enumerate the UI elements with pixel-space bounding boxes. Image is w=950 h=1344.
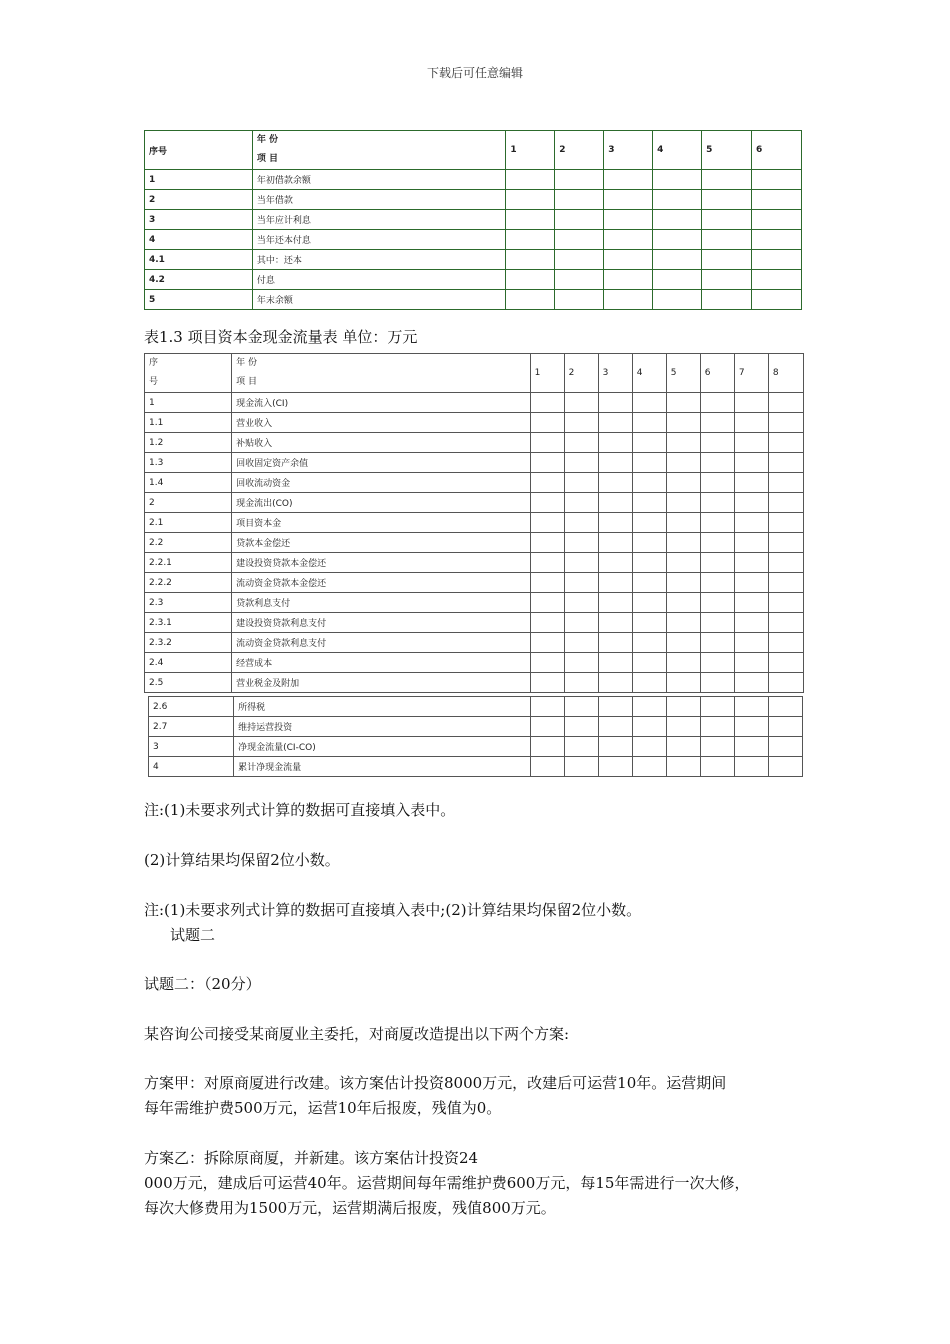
row-no: 2.3 bbox=[145, 593, 232, 613]
empty-cell bbox=[530, 717, 564, 737]
row-item: 其中：还本 bbox=[252, 250, 506, 270]
table-row bbox=[149, 737, 803, 757]
row-item: 流动资金贷款利息支付 bbox=[232, 633, 530, 653]
empty-cell bbox=[734, 613, 768, 633]
empty-cell bbox=[530, 493, 564, 513]
row-no: 2 bbox=[145, 190, 253, 210]
empty-cell bbox=[700, 473, 734, 493]
empty-cell bbox=[734, 633, 768, 653]
option-b-line1: 方案乙：拆除原商厦，并新建。该方案估计投资24 bbox=[144, 1149, 479, 1167]
year-cell: 1 bbox=[506, 131, 555, 170]
empty-cell bbox=[530, 757, 564, 777]
empty-cell bbox=[768, 473, 803, 493]
empty-cell bbox=[632, 757, 666, 777]
header-item: 项 目 bbox=[256, 154, 278, 164]
table-row bbox=[145, 573, 804, 593]
year-cell: 2 bbox=[564, 354, 598, 393]
empty-cell bbox=[632, 473, 666, 493]
year-cell: 5 bbox=[666, 354, 700, 393]
year-cell: 5 bbox=[702, 131, 752, 170]
empty-cell bbox=[530, 393, 564, 413]
empty-cell bbox=[598, 533, 632, 553]
row-item: 累计净现金流量 bbox=[234, 757, 530, 777]
row-item: 现金流入(CI) bbox=[232, 393, 530, 413]
table-row bbox=[145, 250, 802, 270]
empty-cell bbox=[768, 653, 803, 673]
empty-cell bbox=[700, 493, 734, 513]
row-no: 4.1 bbox=[145, 250, 253, 270]
note-2: (2)计算结果均保留2位小数。 bbox=[144, 851, 340, 869]
header-seq: 序号 bbox=[145, 131, 253, 170]
header-year-item bbox=[232, 354, 530, 393]
empty-cell bbox=[632, 573, 666, 593]
question-label: 试题二 bbox=[170, 926, 216, 944]
empty-cell bbox=[666, 413, 700, 433]
table-row bbox=[145, 553, 804, 573]
empty-cell bbox=[734, 513, 768, 533]
row-no: 2.2.1 bbox=[145, 553, 232, 573]
year-cell: 8 bbox=[768, 354, 803, 393]
empty-cell bbox=[734, 453, 768, 473]
row-item: 流动资金贷款本金偿还 bbox=[232, 573, 530, 593]
empty-cell bbox=[564, 633, 598, 653]
empty-cell bbox=[564, 433, 598, 453]
row-item: 补贴收入 bbox=[232, 433, 530, 453]
year-cell: 1 bbox=[530, 354, 564, 393]
empty-cell bbox=[768, 513, 803, 533]
empty-cell bbox=[598, 653, 632, 673]
empty-cell bbox=[768, 433, 803, 453]
year-cell: 6 bbox=[751, 131, 801, 170]
table-row bbox=[145, 673, 804, 693]
row-no: 1 bbox=[145, 170, 253, 190]
row-item: 回收固定资产余值 bbox=[232, 453, 530, 473]
table-caption: 表1.3 项目资本金现金流量表 单位：万元 bbox=[144, 328, 418, 346]
empty-cell bbox=[768, 697, 802, 717]
empty-cell bbox=[564, 473, 598, 493]
empty-cell bbox=[666, 513, 700, 533]
empty-cell bbox=[598, 593, 632, 613]
row-item: 回收流动资金 bbox=[232, 473, 530, 493]
table-row bbox=[145, 633, 804, 653]
empty-cell bbox=[530, 697, 564, 717]
empty-cell bbox=[768, 533, 803, 553]
empty-cell bbox=[666, 717, 700, 737]
empty-cell bbox=[734, 653, 768, 673]
empty-cell bbox=[632, 453, 666, 473]
empty-cell bbox=[666, 533, 700, 553]
empty-cell bbox=[530, 633, 564, 653]
empty-cell bbox=[700, 673, 734, 693]
empty-cell bbox=[700, 717, 734, 737]
table-row bbox=[145, 393, 804, 413]
empty-cell bbox=[632, 737, 666, 757]
empty-cell bbox=[666, 453, 700, 473]
year-cell: 4 bbox=[653, 131, 702, 170]
row-no: 2.3.2 bbox=[145, 633, 232, 653]
empty-cell bbox=[632, 513, 666, 533]
empty-cell bbox=[734, 413, 768, 433]
empty-cell bbox=[666, 573, 700, 593]
empty-cell bbox=[666, 673, 700, 693]
empty-cell bbox=[598, 493, 632, 513]
empty-cell bbox=[598, 633, 632, 653]
empty-cell bbox=[564, 573, 598, 593]
empty-cell bbox=[564, 653, 598, 673]
table-row bbox=[145, 533, 804, 553]
row-no: 1.3 bbox=[145, 453, 232, 473]
table-row bbox=[145, 413, 804, 433]
empty-cell bbox=[700, 757, 734, 777]
empty-cell bbox=[768, 493, 803, 513]
empty-cell bbox=[666, 473, 700, 493]
row-no: 4 bbox=[149, 757, 234, 777]
row-no: 2.3.1 bbox=[145, 613, 232, 633]
table-row bbox=[145, 290, 802, 310]
loan-repayment-table bbox=[144, 130, 802, 310]
empty-cell bbox=[666, 737, 700, 757]
table-row bbox=[145, 230, 802, 250]
year-cell: 2 bbox=[555, 131, 604, 170]
empty-cell bbox=[700, 413, 734, 433]
empty-cell bbox=[734, 673, 768, 693]
empty-cell bbox=[632, 717, 666, 737]
empty-cell bbox=[598, 473, 632, 493]
empty-cell bbox=[768, 413, 803, 433]
header-seq-b: 号 bbox=[149, 377, 159, 387]
empty-cell bbox=[530, 533, 564, 553]
header-seq bbox=[145, 354, 232, 393]
table-row bbox=[145, 453, 804, 473]
row-item: 净现金流量(CI-CO) bbox=[234, 737, 530, 757]
year-cell: 3 bbox=[598, 354, 632, 393]
row-item: 建设投资贷款本金偿还 bbox=[232, 553, 530, 573]
empty-cell bbox=[734, 493, 768, 513]
empty-cell bbox=[530, 573, 564, 593]
table-row bbox=[149, 717, 803, 737]
empty-cell bbox=[632, 673, 666, 693]
option-a-line1: 方案甲：对原商厦进行改建。该方案估计投资8000万元，改建后可运营10年。运营期间 bbox=[144, 1074, 727, 1092]
empty-cell bbox=[530, 737, 564, 757]
table-row bbox=[149, 697, 803, 717]
empty-cell bbox=[734, 553, 768, 573]
empty-cell bbox=[768, 717, 802, 737]
empty-cell bbox=[598, 613, 632, 633]
empty-cell bbox=[530, 653, 564, 673]
row-item: 付息 bbox=[252, 270, 506, 290]
year-cell: 3 bbox=[604, 131, 653, 170]
empty-cell bbox=[530, 513, 564, 533]
note-1: 注:(1)未要求列式计算的数据可直接填入表中。 bbox=[144, 801, 456, 819]
row-item: 当年应计利息 bbox=[252, 210, 506, 230]
question-title: 试题二：（20分） bbox=[144, 975, 261, 993]
header-year: 年 份 bbox=[236, 358, 257, 368]
empty-cell bbox=[700, 737, 734, 757]
row-item: 当年借款 bbox=[252, 190, 506, 210]
empty-cell bbox=[700, 393, 734, 413]
table-row bbox=[145, 270, 802, 290]
empty-cell bbox=[564, 533, 598, 553]
empty-cell bbox=[632, 533, 666, 553]
table-row bbox=[149, 757, 803, 777]
empty-cell bbox=[530, 593, 564, 613]
row-no: 2.1 bbox=[145, 513, 232, 533]
empty-cell bbox=[530, 673, 564, 693]
empty-cell bbox=[768, 453, 803, 473]
empty-cell bbox=[632, 393, 666, 413]
empty-cell bbox=[700, 633, 734, 653]
empty-cell bbox=[598, 513, 632, 533]
empty-cell bbox=[666, 593, 700, 613]
table-row bbox=[145, 653, 804, 673]
empty-cell bbox=[700, 453, 734, 473]
empty-cell bbox=[768, 593, 803, 613]
empty-cell bbox=[666, 653, 700, 673]
empty-cell bbox=[598, 717, 632, 737]
option-a-line2: 每年需维护费500万元，运营10年后报废，残值为0。 bbox=[144, 1099, 502, 1117]
empty-cell bbox=[564, 717, 598, 737]
row-item: 维持运营投资 bbox=[234, 717, 530, 737]
row-item: 贷款本金偿还 bbox=[232, 533, 530, 553]
page-header: 下载后可任意编辑 bbox=[426, 66, 523, 80]
empty-cell bbox=[734, 433, 768, 453]
row-no: 1.4 bbox=[145, 473, 232, 493]
empty-cell bbox=[700, 513, 734, 533]
empty-cell bbox=[564, 513, 598, 533]
empty-cell bbox=[632, 553, 666, 573]
empty-cell bbox=[530, 413, 564, 433]
empty-cell bbox=[564, 553, 598, 573]
empty-cell bbox=[598, 433, 632, 453]
table-header-row bbox=[145, 354, 804, 393]
empty-cell bbox=[734, 737, 768, 757]
table-header-row bbox=[145, 131, 802, 170]
empty-cell bbox=[530, 473, 564, 493]
empty-cell bbox=[700, 697, 734, 717]
row-no: 3 bbox=[149, 737, 234, 757]
empty-cell bbox=[564, 613, 598, 633]
row-item: 营业收入 bbox=[232, 413, 530, 433]
row-item: 年末余额 bbox=[252, 290, 506, 310]
row-no: 1.1 bbox=[145, 413, 232, 433]
empty-cell bbox=[734, 593, 768, 613]
row-no: 5 bbox=[145, 290, 253, 310]
year-cell: 7 bbox=[734, 354, 768, 393]
row-item: 所得税 bbox=[234, 697, 530, 717]
empty-cell bbox=[632, 413, 666, 433]
question-intro: 某咨询公司接受某商厦业主委托，对商厦改造提出以下两个方案: bbox=[144, 1025, 570, 1043]
table-row bbox=[145, 593, 804, 613]
empty-cell bbox=[700, 593, 734, 613]
row-no: 1.2 bbox=[145, 433, 232, 453]
empty-cell bbox=[564, 413, 598, 433]
empty-cell bbox=[768, 553, 803, 573]
option-b-line3: 每次大修费用为1500万元，运营期满后报废，残值800万元。 bbox=[144, 1199, 556, 1217]
empty-cell bbox=[598, 553, 632, 573]
empty-cell bbox=[734, 573, 768, 593]
year-cell: 4 bbox=[632, 354, 666, 393]
row-item: 现金流出(CO) bbox=[232, 493, 530, 513]
row-item: 项目资本金 bbox=[232, 513, 530, 533]
empty-cell bbox=[768, 633, 803, 653]
table-row bbox=[145, 473, 804, 493]
cash-flow-table-continued bbox=[148, 696, 803, 777]
row-no: 4 bbox=[145, 230, 253, 250]
empty-cell bbox=[564, 757, 598, 777]
empty-cell bbox=[632, 653, 666, 673]
row-item: 当年还本付息 bbox=[252, 230, 506, 250]
empty-cell bbox=[598, 413, 632, 433]
empty-cell bbox=[700, 433, 734, 453]
empty-cell bbox=[530, 553, 564, 573]
header-year: 年 份 bbox=[256, 135, 278, 145]
empty-cell bbox=[666, 633, 700, 653]
empty-cell bbox=[632, 433, 666, 453]
empty-cell bbox=[734, 757, 768, 777]
empty-cell bbox=[564, 697, 598, 717]
empty-cell bbox=[700, 553, 734, 573]
row-no: 3 bbox=[145, 210, 253, 230]
empty-cell bbox=[700, 653, 734, 673]
empty-cell bbox=[666, 393, 700, 413]
empty-cell bbox=[632, 613, 666, 633]
empty-cell bbox=[530, 453, 564, 473]
empty-cell bbox=[564, 453, 598, 473]
empty-cell bbox=[666, 433, 700, 453]
table-row bbox=[145, 613, 804, 633]
table-row bbox=[145, 513, 804, 533]
empty-cell bbox=[734, 473, 768, 493]
empty-cell bbox=[700, 533, 734, 553]
row-no: 1 bbox=[145, 393, 232, 413]
empty-cell bbox=[666, 613, 700, 633]
header-item: 项 目 bbox=[236, 377, 257, 387]
empty-cell bbox=[768, 673, 803, 693]
option-b-line2: 000万元，建成后可运营40年。运营期间每年需维护费600万元，每15年需进行一次大修， bbox=[144, 1174, 750, 1192]
empty-cell bbox=[564, 593, 598, 613]
table-row bbox=[145, 493, 804, 513]
empty-cell bbox=[768, 613, 803, 633]
empty-cell bbox=[632, 593, 666, 613]
empty-cell bbox=[768, 737, 802, 757]
empty-cell bbox=[632, 493, 666, 513]
empty-cell bbox=[598, 737, 632, 757]
empty-cell bbox=[564, 737, 598, 757]
empty-cell bbox=[768, 757, 802, 777]
header-year-item bbox=[252, 131, 506, 170]
empty-cell bbox=[768, 573, 803, 593]
row-no: 4.2 bbox=[145, 270, 253, 290]
empty-cell bbox=[700, 613, 734, 633]
year-cell: 6 bbox=[700, 354, 734, 393]
row-no: 2.6 bbox=[149, 697, 234, 717]
empty-cell bbox=[564, 393, 598, 413]
table-row bbox=[145, 210, 802, 230]
empty-cell bbox=[530, 433, 564, 453]
empty-cell bbox=[734, 697, 768, 717]
empty-cell bbox=[632, 633, 666, 653]
empty-cell bbox=[700, 573, 734, 593]
row-item: 建设投资贷款利息支付 bbox=[232, 613, 530, 633]
row-item: 贷款利息支付 bbox=[232, 593, 530, 613]
row-item: 年初借款余额 bbox=[252, 170, 506, 190]
empty-cell bbox=[598, 697, 632, 717]
empty-cell bbox=[598, 573, 632, 593]
empty-cell bbox=[598, 673, 632, 693]
empty-cell bbox=[666, 493, 700, 513]
row-item: 营业税金及附加 bbox=[232, 673, 530, 693]
row-no: 2.4 bbox=[145, 653, 232, 673]
empty-cell bbox=[598, 393, 632, 413]
row-no: 2.7 bbox=[149, 717, 234, 737]
empty-cell bbox=[598, 757, 632, 777]
empty-cell bbox=[734, 533, 768, 553]
empty-cell bbox=[734, 717, 768, 737]
empty-cell bbox=[666, 757, 700, 777]
empty-cell bbox=[666, 697, 700, 717]
table-row bbox=[145, 433, 804, 453]
header-seq-a: 序 bbox=[149, 358, 159, 368]
row-no: 2.2.2 bbox=[145, 573, 232, 593]
row-item: 经营成本 bbox=[232, 653, 530, 673]
table-row bbox=[145, 190, 802, 210]
empty-cell bbox=[564, 493, 598, 513]
empty-cell bbox=[768, 393, 803, 413]
empty-cell bbox=[734, 393, 768, 413]
row-no: 2.2 bbox=[145, 533, 232, 553]
table-row bbox=[145, 170, 802, 190]
empty-cell bbox=[666, 553, 700, 573]
row-no: 2.5 bbox=[145, 673, 232, 693]
row-no: 2 bbox=[145, 493, 232, 513]
cash-flow-table bbox=[144, 353, 804, 693]
empty-cell bbox=[598, 453, 632, 473]
empty-cell bbox=[564, 673, 598, 693]
empty-cell bbox=[530, 613, 564, 633]
empty-cell bbox=[632, 697, 666, 717]
note-3: 注:(1)未要求列式计算的数据可直接填入表中;(2)计算结果均保留2位小数。 bbox=[144, 901, 642, 919]
